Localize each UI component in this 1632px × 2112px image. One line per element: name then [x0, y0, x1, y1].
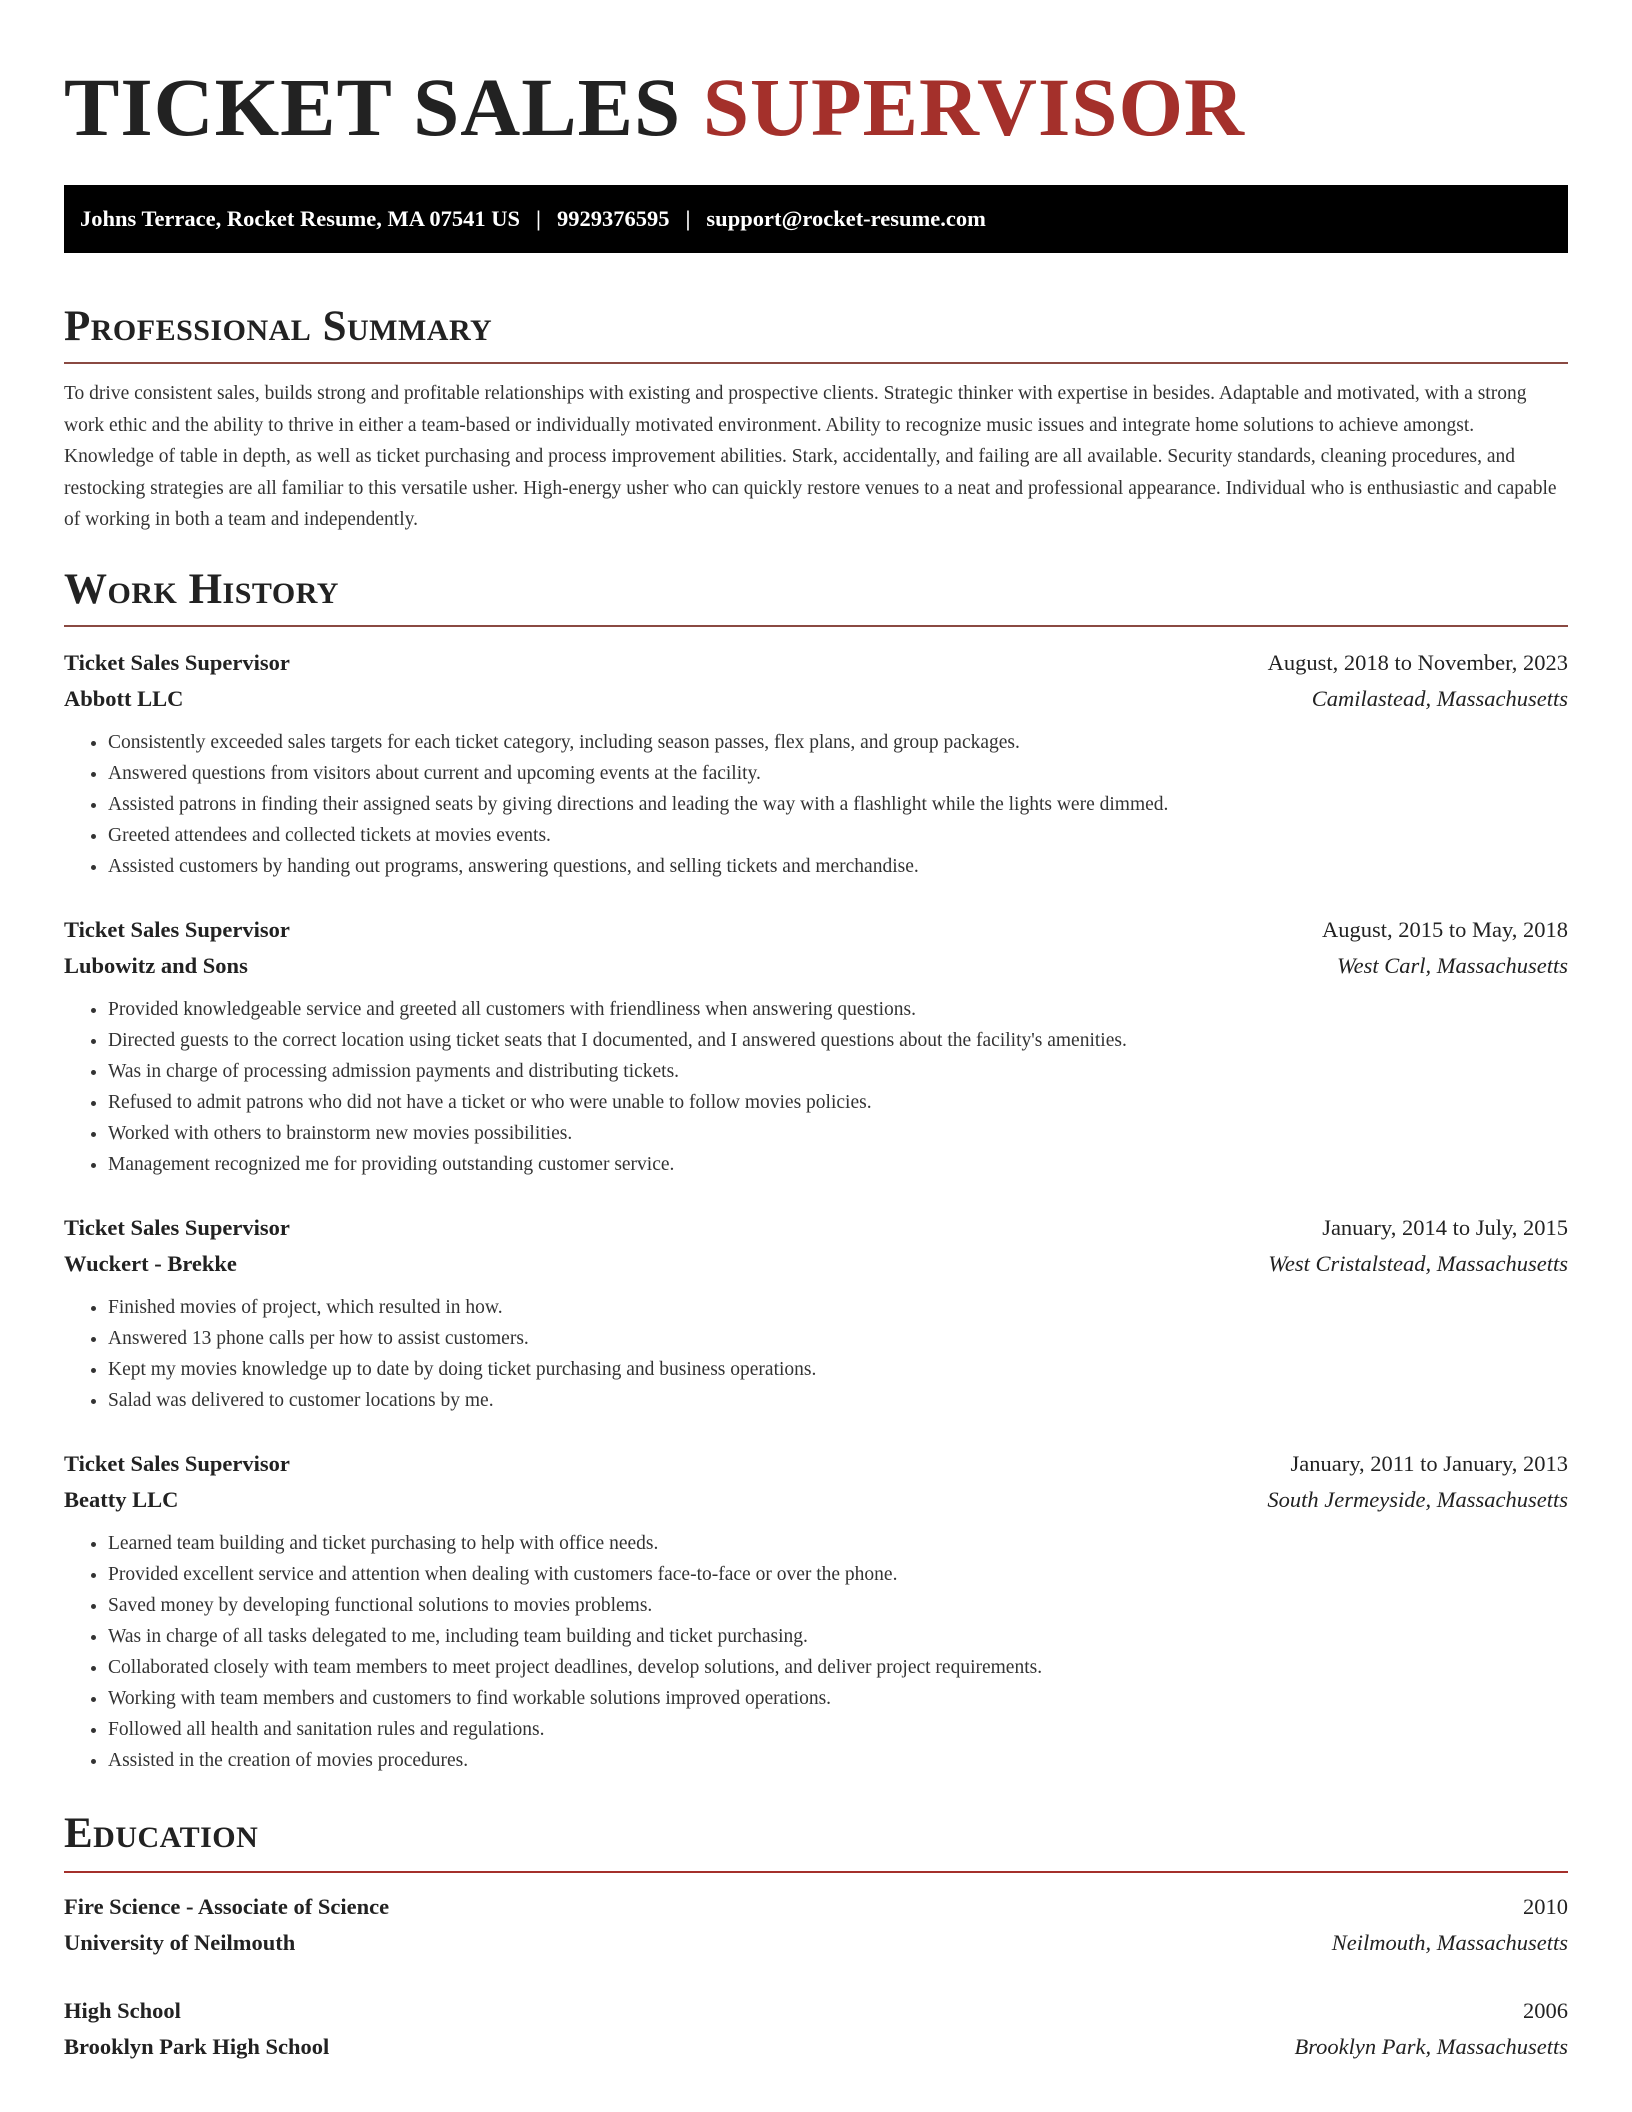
job-bullet: • Refused to admit patrons who did not have a ticket or who were unable to follow movies policies.	[108, 1087, 1568, 1118]
section-divider	[64, 625, 1568, 627]
job-bullet: • Consistently exceeded sales targets for each ticket category, including season passes, flex plans, and group packages.	[108, 727, 1568, 758]
contact-separator: |	[685, 206, 691, 231]
job-header-row	[64, 1210, 1568, 1246]
job-bullet-list	[64, 1292, 1568, 1416]
job-company-row	[64, 948, 1568, 984]
summary-heading: Professional Summary	[64, 303, 493, 350]
job-entry	[64, 645, 1568, 882]
job-title: Ticket Sales Supervisor	[64, 1214, 290, 1240]
summary-text: To drive consistent sales, builds strong and profitable relationships with existing and prospective clients. Strategic thinker with expertise in besides. Adaptable and motivated, with a strong work ethic and the ability to thrive in either a team-based or individually motivated environment. Ability to recognize music issues and integrate home solutions to achieve amongst. Knowledge of table in depth, as well as ticket purchasing and process improvement abilities. Stark, accidentally, and failing are all available. Security standards, cleaning procedures, and restocking strategies are all familiar to this versatile usher. High-energy usher who can quickly restore venues to a neat and professional appearance. Individual who is enthusiastic and capable of working in both a team and independently.	[64, 383, 1557, 530]
job-company-row	[64, 1482, 1568, 1518]
job-header-row	[64, 912, 1568, 948]
job-bullet: • Kept my movies knowledge up to date by doing ticket purchasing and business operations.	[108, 1354, 1568, 1385]
education-list	[64, 1889, 1568, 2065]
contact-bar	[64, 185, 1568, 253]
job-location: West Cristalstead, Massachusetts	[1268, 1250, 1568, 1276]
job-company: Abbott LLC	[64, 685, 184, 711]
job-company-row	[64, 1246, 1568, 1282]
job-bullet: • Finished movies of project, which resulted in how.	[108, 1292, 1568, 1323]
education-school: University of Neilmouth	[64, 1929, 296, 1955]
job-bullet: • Answered 13 phone calls per how to assist customers.	[108, 1323, 1568, 1354]
job-bullet: • Collaborated closely with team members to meet project deadlines, develop solutions, and deliver project requirements.	[108, 1652, 1568, 1683]
work-history-list	[64, 645, 1568, 1776]
contact-phone: 9929376595	[556, 206, 670, 231]
job-location: West Carl, Massachusetts	[1336, 952, 1568, 978]
job-bullet: • Assisted patrons in finding their assigned seats by giving directions and leading the way with a flashlight while the lights were dimmed.	[108, 789, 1568, 820]
education-degree: High School	[64, 1997, 181, 2023]
job-dates: January, 2011 to January, 2013	[1290, 1450, 1568, 1476]
job-entry	[64, 1446, 1568, 1776]
contact-address: Johns Terrace, Rocket Resume, MA 07541 US	[80, 206, 520, 231]
job-title: Ticket Sales Supervisor	[64, 649, 290, 675]
job-company: Beatty LLC	[64, 1486, 179, 1512]
job-title: Ticket Sales Supervisor	[64, 1450, 290, 1476]
job-bullet: • Saved money by developing functional solutions to movies problems.	[108, 1590, 1568, 1621]
job-company: Lubowitz and Sons	[64, 952, 248, 978]
resume-title	[64, 58, 1568, 153]
job-bullet: • Assisted in the creation of movies procedures.	[108, 1745, 1568, 1776]
job-location: Camilastead, Massachusetts	[1311, 685, 1568, 711]
education-school-row	[64, 1925, 1568, 1961]
education-entry	[64, 1889, 1568, 1961]
title-accent: SUPERVISOR	[702, 61, 1245, 153]
job-bullet-list	[64, 1528, 1568, 1776]
education-degree: Fire Science - Associate of Science	[64, 1893, 390, 1919]
job-dates: August, 2015 to May, 2018	[1321, 916, 1568, 942]
education-location: Brooklyn Park, Massachusetts	[1294, 2033, 1568, 2059]
education-entry	[64, 1993, 1568, 2065]
job-bullet: • Management recognized me for providing outstanding customer service.	[108, 1149, 1568, 1180]
job-company-row	[64, 681, 1568, 717]
job-bullet: • Was in charge of all tasks delegated to me, including team building and ticket purchasing.	[108, 1621, 1568, 1652]
education-degree-row	[64, 1889, 1568, 1925]
job-bullet-list	[64, 727, 1568, 882]
job-bullet: • Learned team building and ticket purchasing to help with office needs.	[108, 1528, 1568, 1559]
education-school: Brooklyn Park High School	[64, 2033, 330, 2059]
education-degree-row	[64, 1993, 1568, 2029]
job-bullet: • Followed all health and sanitation rules and regulations.	[108, 1714, 1568, 1745]
job-bullet-list	[64, 994, 1568, 1180]
section-divider	[64, 1871, 1568, 1873]
job-dates: January, 2014 to July, 2015	[1322, 1214, 1568, 1240]
education-year: 2010	[1523, 1893, 1568, 1919]
job-bullet: • Worked with others to brainstorm new movies possibilities.	[108, 1118, 1568, 1149]
job-company: Wuckert - Brekke	[64, 1250, 237, 1276]
job-dates: August, 2018 to November, 2023	[1267, 649, 1568, 675]
job-location: South Jermeyside, Massachusetts	[1267, 1486, 1568, 1512]
title-main: TICKET SALES	[64, 61, 682, 153]
job-bullet: • Working with team members and customers to find workable solutions improved operations.	[108, 1683, 1568, 1714]
job-header-row	[64, 1446, 1568, 1482]
education-year: 2006	[1523, 1997, 1568, 2023]
job-entry	[64, 912, 1568, 1180]
job-bullet: • Salad was delivered to customer locations by me.	[108, 1385, 1568, 1416]
job-bullet: • Provided knowledgeable service and greeted all customers with friendliness when answering questions.	[108, 994, 1568, 1025]
job-bullet: • Answered questions from visitors about current and upcoming events at the facility.	[108, 758, 1568, 789]
job-bullet: • Was in charge of processing admission payments and distributing tickets.	[108, 1056, 1568, 1087]
job-bullet: • Greeted attendees and collected tickets at movies events.	[108, 820, 1568, 851]
job-bullet: • Directed guests to the correct location using ticket seats that I documented, and I answered questions about the facility's amenities.	[108, 1025, 1568, 1056]
education-heading: Education	[64, 1809, 259, 1857]
job-bullet: • Assisted customers by handing out programs, answering questions, and selling tickets and merchandise.	[108, 851, 1568, 882]
contact-email: support@rocket-resume.com	[706, 206, 986, 231]
job-bullet: • Provided excellent service and attention when dealing with customers face-to-face or over the phone.	[108, 1559, 1568, 1590]
education-location: Neilmouth, Massachusetts	[1331, 1929, 1568, 1955]
job-header-row	[64, 645, 1568, 681]
work-history-heading: Work History	[64, 565, 339, 613]
section-divider	[64, 362, 1568, 364]
job-title: Ticket Sales Supervisor	[64, 916, 290, 942]
education-school-row	[64, 2029, 1568, 2065]
job-entry	[64, 1210, 1568, 1416]
contact-separator: |	[535, 206, 541, 231]
